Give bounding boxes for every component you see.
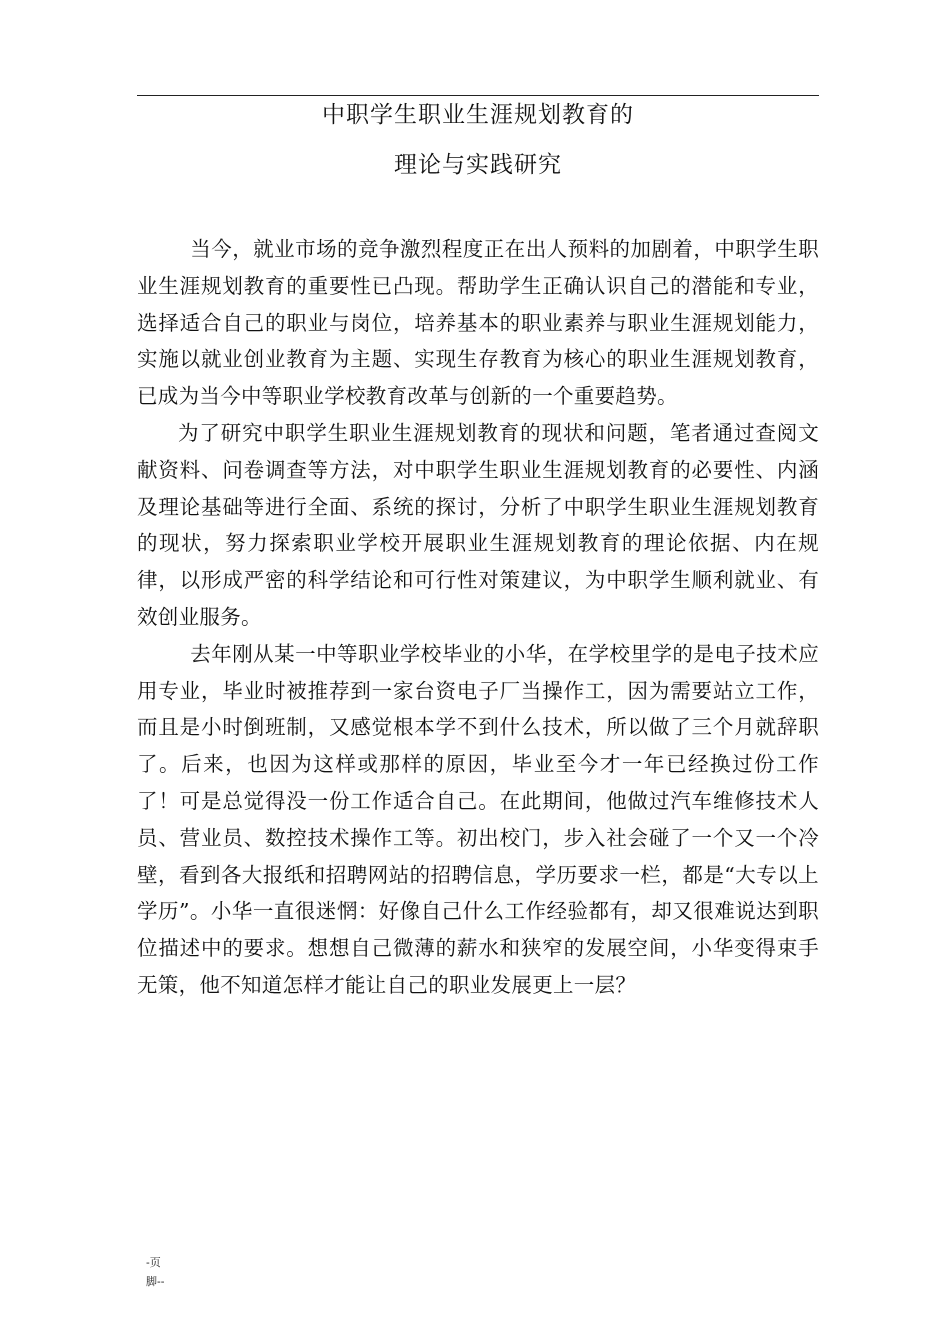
document-body <box>137 231 819 1004</box>
footer-line-1: -页 <box>146 1256 161 1269</box>
paragraph-research-purpose: 为了研究中职学生职业生涯规划教育的现状和问题，笔者通过查阅文献资料、问卷调查等方法，对中职学生职业生涯规划教育的必要性、内涵及理论基础等进行全面、系统的探讨，分析了中职学生职业生涯规划教育的现状，努力探索职业学校开展职业生涯规划教育的理论依据、内在规律，以形成严密的科学结论和可行性对策建议，为中职学生顺利就业、有效创业服务。 <box>137 420 819 629</box>
document-title-line-2: 理论与实践研究 <box>394 152 562 178</box>
paragraph-case-study: 去年刚从某一中等职业学校毕业的小华，在学校里学的是电子技术应用专业，毕业时被推荐到一家台资电子厂当操作工，因为需要站立工作，而且是小时倒班制，又感觉根本学不到什么技术，所以做了三个月就辞职了。后来，也因为这样或那样的原因，毕业至今才一年已经换过份工作了！可是总觉得没一份工作适合自己。在此期间，他做过汽车维修技术人员、营业员、数控技术操作工等。初出校门，步入社会碰了一个又一个冷壁，看到各大报纸和招聘网站的招聘信息，学历要求一栏，都是“大专以上学历”。小华一直很迷惘：好像自己什么工作经验都有，却又很难说达到职位描述中的要求。想想自己微薄的薪水和狭窄的发展空间，小华变得束手无策，他不知道怎样才能让自己的职业发展更上一层？ <box>137 641 819 997</box>
footer-line-2: 脚-- <box>146 1275 165 1288</box>
header-rule <box>137 95 819 96</box>
document-title-line-1: 中职学生职业生涯规划教育的 <box>322 102 634 128</box>
paragraph-intro: 当今，就业市场的竞争激烈程度正在出人预料的加剧着，中职学生职业生涯规划教育的重要性已凸现。帮助学生正确认识自己的潜能和专业，选择适合自己的职业与岗位，培养基本的职业素养与职业生涯规划能力，实施以就业创业教育为主题、实现生存教育为核心的职业生涯规划教育，已成为当今中等职业学校教育改革与创新的一个重要趋势。 <box>137 237 819 409</box>
page-footer <box>146 1253 164 1291</box>
